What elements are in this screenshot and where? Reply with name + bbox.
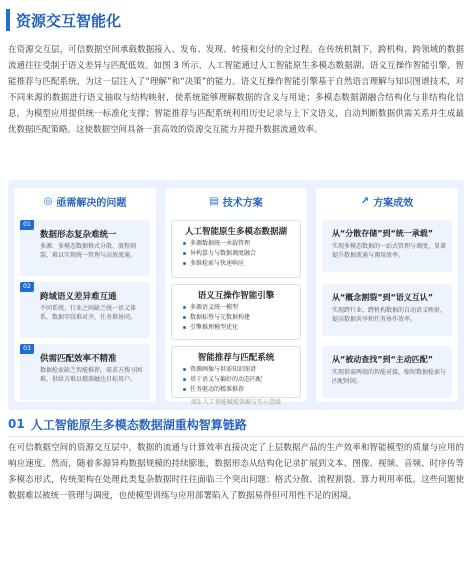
chart-icon: ↗ [360, 195, 370, 207]
section-title: 人工智能原生多模态数据湖重构智算链路 [30, 417, 247, 432]
title-text: 资源交互智能化 [16, 11, 122, 30]
problem-desc: 不同系统、行业之间缺乏统一语义体系，数据字段难对齐，任务难协同。 [40, 305, 137, 321]
tech-point: 异构算力与数据调度融合 [190, 249, 300, 259]
result-item [322, 284, 452, 336]
problem-title: 数据形态复杂难统一 [40, 230, 117, 240]
tech-header-text: 技术方案 [222, 197, 263, 209]
tech-point: 数据标签与元数据构建 [190, 313, 300, 323]
result-item [322, 346, 452, 398]
tech-item [171, 220, 301, 278]
problem-number: 02 [20, 282, 34, 292]
problem-item [20, 220, 150, 276]
problem-number: 01 [20, 220, 34, 230]
tech-title: 智能推荐与匹配系统 [197, 353, 275, 363]
result-desc: 实现跨行业、跨机构数据的自动语义映射，提高数据共享和任务协作效率。 [332, 307, 447, 323]
problem-title: 供需匹配效率不精准 [40, 354, 117, 364]
body-paragraph: 在可信数据空间的资源交互层中，数据的流通与计算效率直接决定了上层数据产品的生产效率和智能模型的质量与应用的响应速度。然而，随着多源异构数据规模的持续膨胀，数据形态从结构化记录扩展到文本、图像、视频、音频、时序传等多模态形式，传统架构在处理此类复杂数据时往往面临三个突出问题：格式分散、流程割裂、算力利用率低。这些问题使数据难以被统一管理与调度，也使模型训练与应用部署陷入了数据易得但可用性不足的困境。 [8, 443, 464, 501]
figure-caption: 图3 人工智能赋能资源交互示意图 [191, 399, 281, 406]
result-desc: 实现多模态数据的一站式管理与调度，显著提升数据流通与调用效率。 [332, 243, 447, 259]
intro-paragraph: 在资源交互层，可信数据空间承载数据接入、发布、发现、转接和交付的全过程。在传统机制下，跨机构、跨领域的数据流通往往受制于语义差异与匹配低效。如图 3 所示，人工智能通过人工智能原生多模态数据湖、语义互操作智能引擎、智能推荐与匹配系统，为这一层注入了“理解”和“决策”的能力。语义互操作智能引擎基于自然语言理解与知识图谱技术，对不同来源的数据进行语义抽取与结构映射，使系统能够理解数据的含义与用途；多模态数据湖融合结构化与非结构化信息，为模型应用提供统一标准化支撑；智能推荐与匹配系统利用历史记录与上下文语义，自动判断数据供需关系并生成最优数据匹配策略。这使数据空间具备一套高效的资源交互能力并提升数据流通效率。 [8, 45, 464, 135]
results-header [316, 188, 458, 214]
result-title: 从“被动查找”到“主动匹配” [332, 355, 434, 364]
result-title: 从“分散存储”到“统一承载” [332, 229, 434, 238]
tech-point: 基于语义与偏好的动态匹配 [190, 375, 300, 385]
problem-desc: 数据检索缺乏智能推荐，需求方搜寻困难，供给方难以精准触达目标用户。 [40, 367, 143, 383]
tech-header [165, 188, 307, 214]
tech-title: 人工智能原生多模态数据湖 [184, 227, 287, 237]
problem-item [20, 282, 150, 338]
tech-point: 多源数据统一承载管理 [190, 239, 300, 249]
tech-point: 引擎推理模型优化 [190, 323, 300, 333]
tech-point: 多源语义统一模型 [190, 303, 300, 313]
tech-title: 语义互操作智能引擎 [197, 291, 275, 301]
problems-header [14, 188, 156, 214]
tech-point: 任务驱动的精准推荐 [190, 385, 300, 395]
figure-panel [8, 180, 464, 410]
section-heading [8, 413, 464, 435]
result-title: 从“概念割裂”到“语义互认” [332, 293, 434, 302]
page-title [6, 6, 465, 34]
title-accent-bar [6, 9, 10, 31]
section-number: 01 [8, 417, 25, 431]
tech-column [165, 188, 307, 402]
problem-title: 跨域语义差异难互通 [40, 292, 117, 302]
problem-number: 03 [20, 344, 34, 354]
target-icon: ◎ [43, 195, 53, 207]
tech-point: 资源画像与供需知识图谱 [190, 365, 300, 375]
problem-item [20, 344, 150, 400]
results-column [316, 188, 458, 402]
tech-item [171, 346, 301, 398]
problem-desc: 多源、多模态数据格式分散、流程割裂，难以实现统一管理与高效流通。 [40, 243, 137, 259]
section-divider [8, 436, 464, 437]
document-icon: ▤ [209, 195, 219, 207]
problems-column [14, 188, 156, 402]
result-desc: 实现供需两端的智能对接，缩短数据检索与匹配时间。 [332, 369, 447, 385]
results-header-text: 方案成效 [373, 197, 414, 209]
tech-point: 多维检索与快速响应 [190, 259, 300, 269]
tech-item [171, 284, 301, 340]
problems-header-text: 亟需解决的问题 [56, 197, 127, 209]
result-item [322, 220, 452, 272]
